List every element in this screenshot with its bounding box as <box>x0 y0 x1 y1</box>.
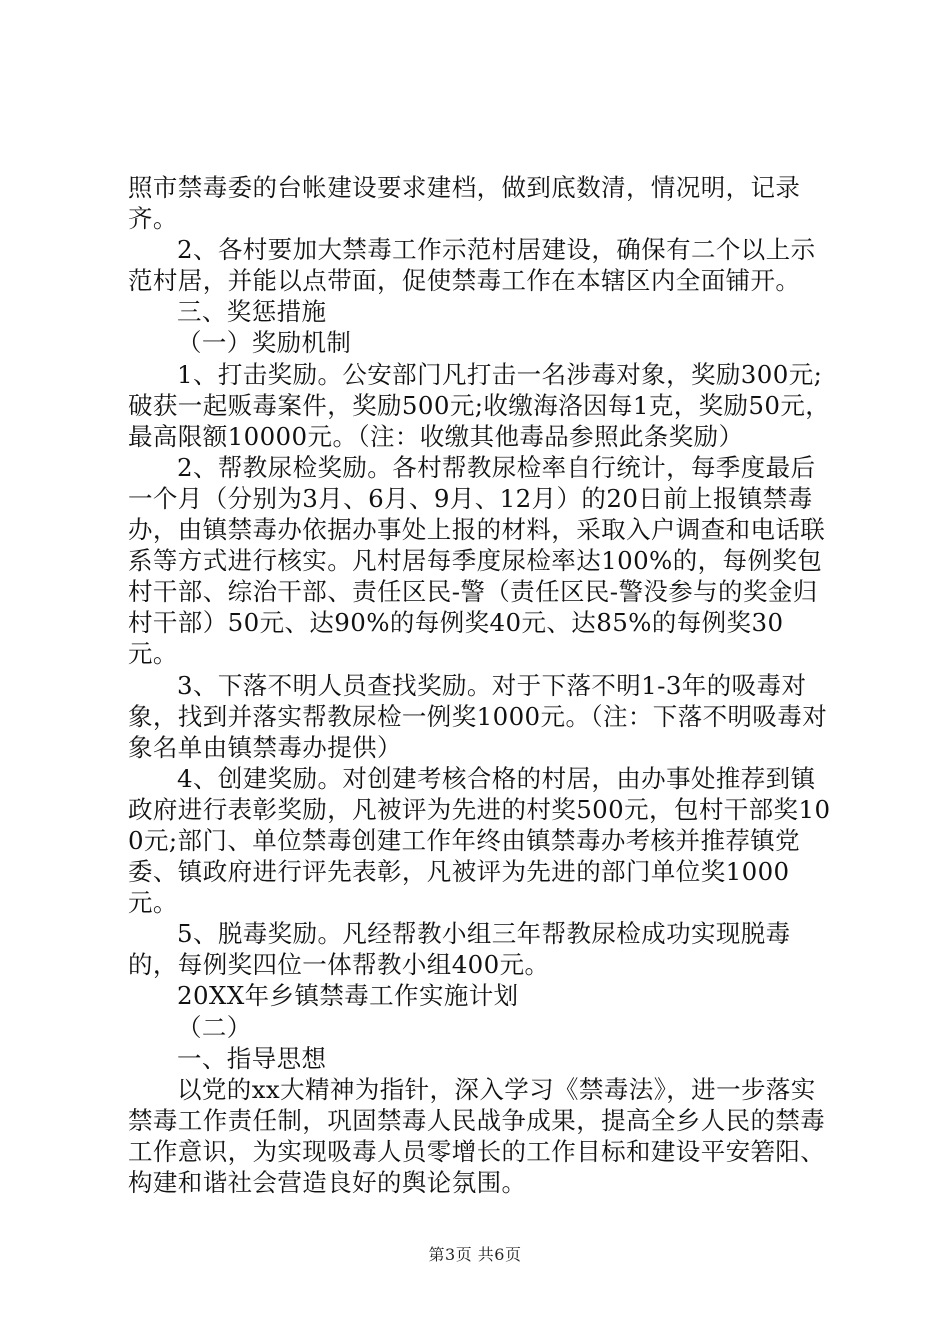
document-subtitle-number: （二） <box>177 1012 252 1042</box>
document-body <box>128 172 832 1198</box>
section-heading-guiding-ideology: 一、指导思想 <box>177 1043 327 1073</box>
paragraph-detox-reward: 5、脱毒奖励。凡经帮教小组三年帮教尿检成功实现脱毒的，每例奖四位一体帮教小组400元。 <box>128 919 791 980</box>
paragraph-missing-person-reward: 3、下落不明人员查找奖励。对于下落不明1-3年的吸毒对象，找到并落实帮教尿检一例奖1000元。（注：下落不明吸毒对象名单由镇禁毒办提供） <box>128 670 828 762</box>
subsection-heading-reward-mechanism: （一）奖励机制 <box>177 328 352 358</box>
page-number-footer: 第3页 共6页 <box>428 1245 522 1264</box>
document-title-plan: 20XX年乡镇禁毒工作实施计划 <box>177 981 519 1011</box>
paragraph-creation-reward: 4、创建奖励。对创建考核合格的村居，由办事处推荐到镇政府进行表彰奖励，凡被评为先进的村奖500元，包村干部奖100元;部门、单位禁毒创建工作年终由镇禁毒办考核并推荐镇党委、镇政府进行评先表彰，凡被评为先进的部门单位奖1000元。 <box>128 763 831 918</box>
paragraph-guiding-ideology: 以党的xx大精神为指针，深入学习《禁毒法》，进一步落实禁毒工作责任制，巩固禁毒人民战争成果，提高全乡人民的禁毒工作意识，为实现吸毒人员零增长的工作目标和建设平安箬阳、构建和谐社会营造良好的舆论氛围。 <box>128 1074 826 1197</box>
section-heading-rewards-penalties: 三、奖惩措施 <box>177 297 327 327</box>
paragraph-archive-requirement: 照市禁毒委的台帐建设要求建档，做到底数清，情况明，记录齐。 <box>128 173 801 234</box>
paragraph-demo-village: 2、各村要加大禁毒工作示范村居建设，确保有二个以上示范村居，并能以点带面，促使禁毒工作在本辖区内全面铺开。 <box>128 235 816 296</box>
paragraph-urine-test-reward: 2、帮教尿检奖励。各村帮教尿检率自行统计，每季度最后一个月（分别为3月、6月、9月、12月）的20日前上报镇禁毒办，由镇禁毒办依据办事处上报的材料，采取入户调查和电话联系等方式进行核实。凡村居每季度尿检率达100%的，每例奖包村干部、综治干部、责任区民-警（责任区民-警没参与的奖金归村干部）50元、达90%的每例奖40元、达85%的每例奖30元。 <box>128 452 826 669</box>
paragraph-crackdown-reward: 1、打击奖励。公安部门凡打击一名涉毒对象，奖励300元;破获一起贩毒案件，奖励500元;收缴海洛因每1克，奖励50元，最高限额10000元。（注：收缴其他毒品参照此条奖励） <box>128 359 831 451</box>
